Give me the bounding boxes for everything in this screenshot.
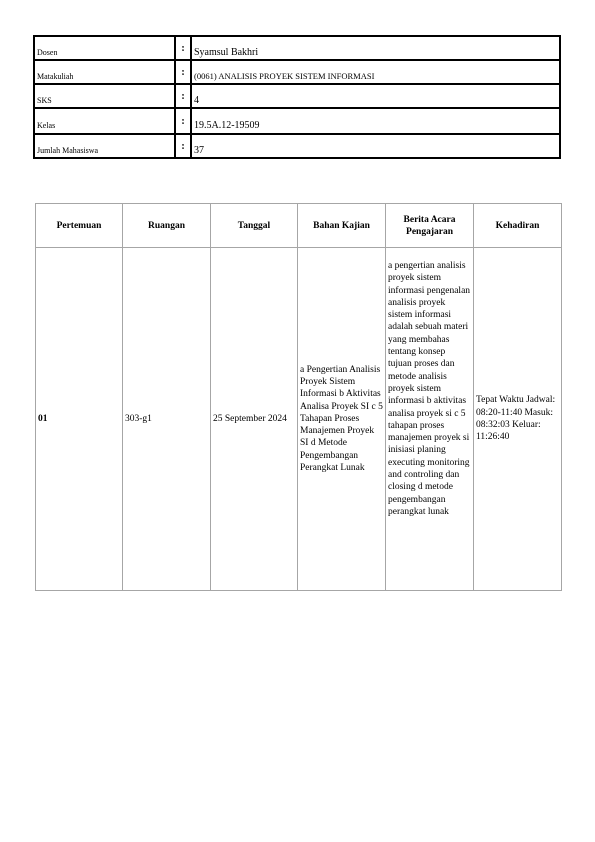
info-row-matakuliah — [34, 60, 560, 84]
header-berita-acara: Berita Acara Pengajaran — [386, 204, 474, 248]
info-value-dosen: Syamsul Bakhri — [194, 46, 259, 58]
info-value-matakuliah: (0061) ANALISIS PROYEK SISTEM INFORMASI — [194, 71, 375, 81]
header-pertemuan: Pertemuan — [36, 204, 123, 248]
header-ruangan: Ruangan — [123, 204, 211, 248]
info-value-kelas: 19.5A.12-19509 — [194, 119, 260, 131]
info-colon: : — [175, 134, 191, 158]
header-bahan-kajian: Bahan Kajian — [298, 204, 386, 248]
info-label-dosen: Dosen — [37, 47, 58, 57]
cell-ruangan: 303-g1 — [123, 248, 211, 591]
info-value-jumlah-mahasiswa: 37 — [194, 144, 204, 156]
cell-pertemuan: 01 — [36, 248, 123, 591]
info-label-jumlah-mahasiswa: Jumlah Mahasiswa — [37, 145, 99, 155]
course-info-table — [33, 35, 561, 159]
info-label-kelas: Kelas — [37, 120, 56, 130]
info-row-jumlah-mahasiswa — [34, 134, 560, 158]
cell-kehadiran: Tepat Waktu Jadwal: 08:20-11:40 Masuk: 08:32:03 Keluar: 11:26:40 — [474, 248, 562, 591]
info-row-kelas — [34, 108, 560, 134]
info-colon: : — [175, 108, 191, 134]
cell-tanggal: 25 September 2024 — [211, 248, 298, 591]
info-label-sks: SKS — [37, 95, 52, 105]
table-header-row — [36, 204, 562, 248]
info-colon: : — [175, 84, 191, 108]
info-label-matakuliah: Matakuliah — [37, 71, 74, 81]
header-kehadiran: Kehadiran — [474, 204, 562, 248]
info-colon: : — [175, 36, 191, 60]
info-row-dosen — [34, 36, 560, 60]
table-row — [36, 248, 562, 591]
cell-berita-acara: a pengertian analisis proyek sistem informasi pengenalan analisis proyek sistem informasi adalah sebuah materi yang membahas tentang konsep tujuan proses dan metode analisis proyek sistem informasi b aktivitas analisa proyek si c 5 tahapan proses manajemen proyek si inisiasi planing executing monitoring and controling dan closing d metode pengembangan perangkat lunak — [386, 248, 474, 591]
info-value-sks: 4 — [194, 94, 199, 106]
info-colon: : — [175, 60, 191, 84]
attendance-table — [35, 203, 562, 591]
cell-bahan-kajian: a Pengertian Analisis Proyek Sistem Informasi b Aktivitas Analisa Proyek SI c 5 Tahapan Proses Manajemen Proyek SI d Metode Pengembangan Perangkat Lunak — [298, 248, 386, 591]
header-tanggal: Tanggal — [211, 204, 298, 248]
info-row-sks — [34, 84, 560, 108]
